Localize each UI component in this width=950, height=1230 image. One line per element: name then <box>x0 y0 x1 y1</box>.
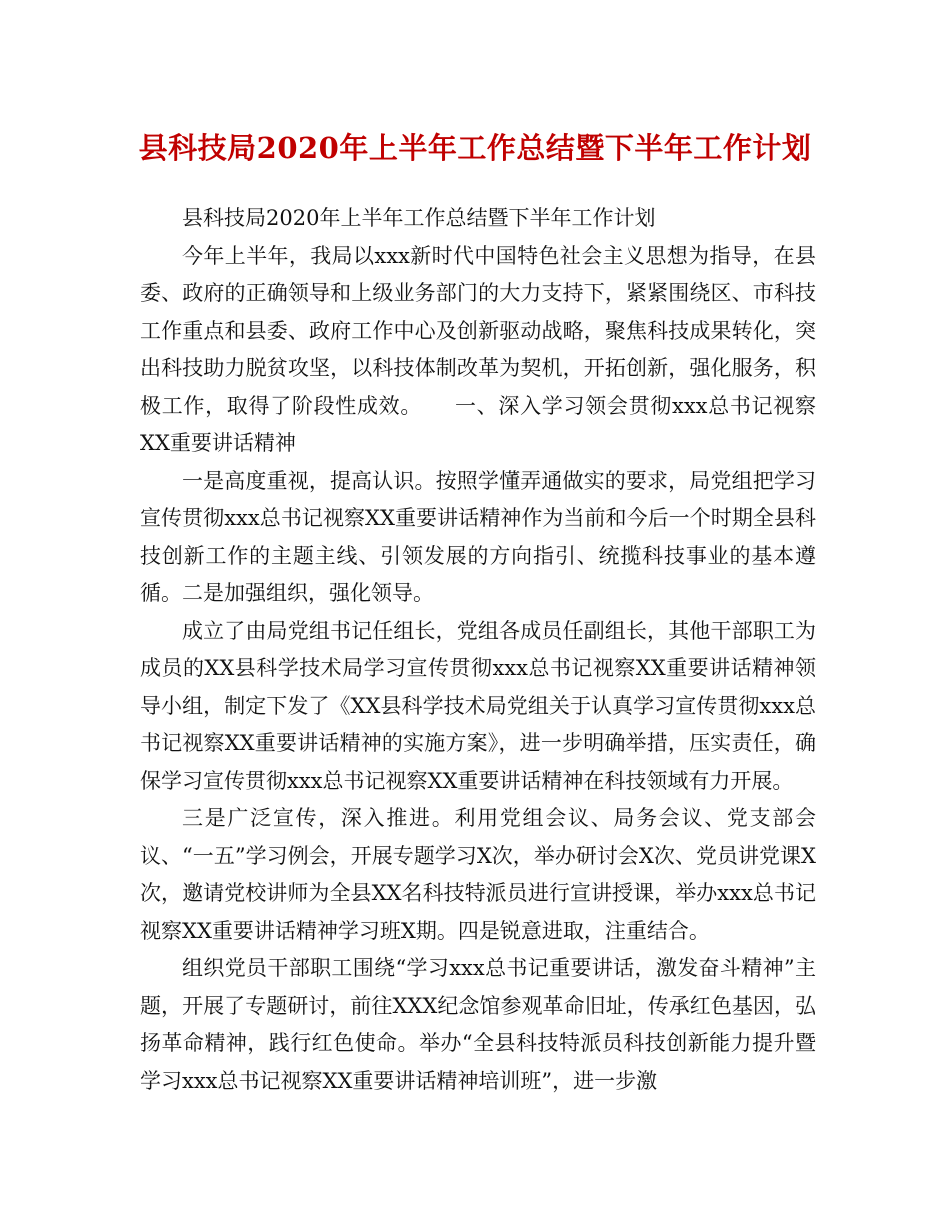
paragraph-point-one: 一是高度重视，提高认识。按照学懂弄通做实的要求，局党组把学习宣传贯彻xxx总书记视察XX重要讲话精神作为当前和今后一个时期全县科技创新工作的主题主线、引领发展的方向指引、统揽科技事业的基本遵循。二是加强组织，强化领导。 <box>140 468 816 605</box>
paragraph-intro: 今年上半年，我局以xxx新时代中国特色社会主义思想为指导，在县委、政府的正确领导和上级业务部门的大力支持下，紧紧围绕区、市科技工作重点和县委、政府工作中心及创新驱动战略，聚焦科技成果转化，突出科技助力脱贫攻坚，以科技体制改革为契机，开拓创新，强化服务，积极工作，取得了阶段性成效。 一、深入学习领会贯彻xxx总书记视察XX重要讲话精神 <box>140 243 816 455</box>
paragraph-leading-group: 成立了由局党组书记任组长，党组各成员任副组长，其他干部职工为成员的XX县科学技术局学习宣传贯彻xxx总书记视察XX重要讲话精神领导小组，制定下发了《XX县科学技术局党组关于认真学习宣传贯彻xxx总书记视察XX重要讲话精神的实施方案》，进一步明确举措，压实责任，确保学习宣传贯彻xxx总书记视察XX重要讲话精神在科技领域有力开展。 <box>140 618 816 793</box>
document-title: 县科技局2020年上半年工作总结暨下半年工作计划 <box>138 131 812 165</box>
paragraph-subtitle: 县科技局2020年上半年工作总结暨下半年工作计划 <box>182 206 656 230</box>
paragraph-point-three: 三是广泛宣传，深入推进。利用党组会议、局务会议、党支部会议、“一五”学习例会，开展专题学习X次，举办研讨会X次、党员讲党课X次，邀请党校讲师为全县XX名科技特派员进行宣讲授课，举办xxx总书记视察XX重要讲话精神学习班X期。四是锐意进取，注重结合。 <box>140 806 816 943</box>
document-body <box>140 200 816 1100</box>
paragraph-study-activities: 组织党员干部职工围绕“学习xxx总书记重要讲话，激发奋斗精神”主题，开展了专题研讨，前往XXX纪念馆参观革命旧址，传承红色基因，弘扬革命精神，践行红色使命。举办“全县科技特派员科技创新能力提升暨学习xxx总书记视察XX重要讲话精神培训班”，进一步激 <box>140 956 816 1093</box>
